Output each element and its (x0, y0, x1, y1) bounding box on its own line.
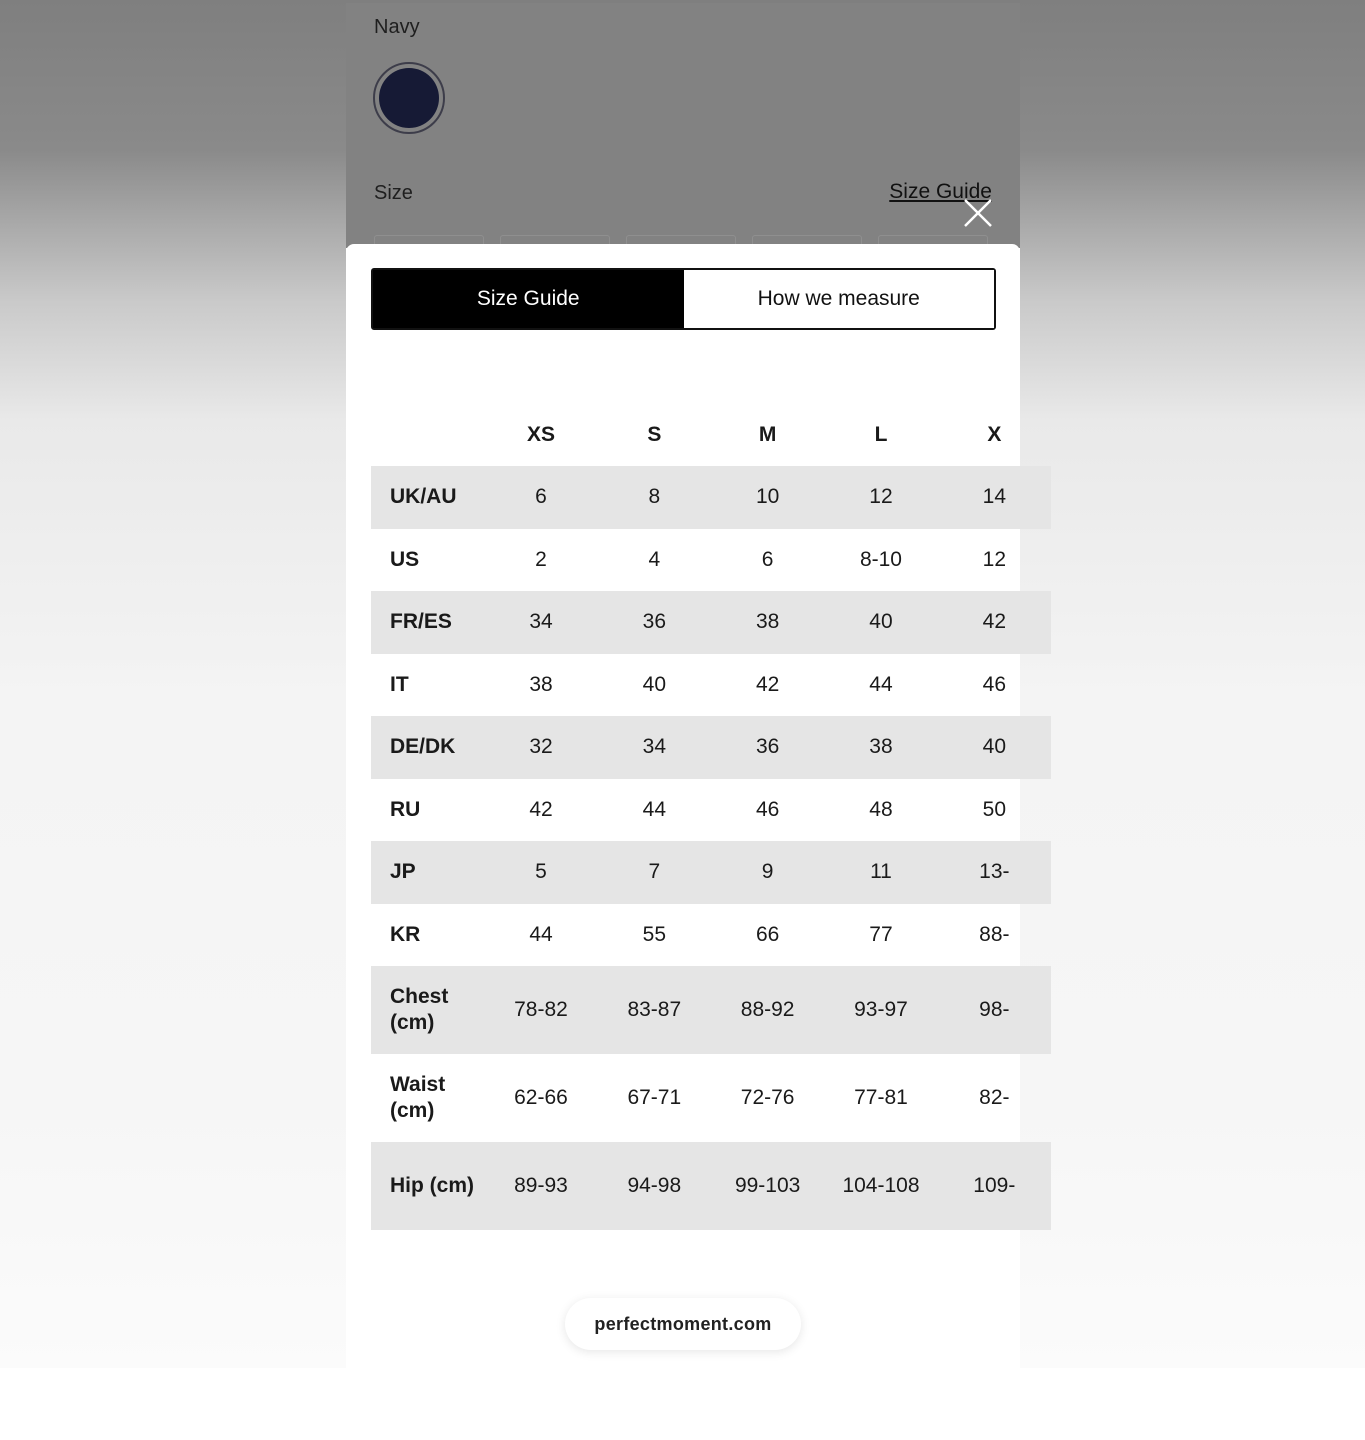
table-cell: 12 (869, 485, 893, 509)
table-row (371, 654, 1051, 717)
table-cell: 82- (979, 1086, 1010, 1109)
size-guide-tabs (371, 268, 996, 330)
table-row (371, 1142, 1051, 1230)
row-label: US (390, 547, 420, 571)
table-cell: 6 (761, 547, 774, 571)
table-cell: 42 (529, 797, 553, 821)
table-row (371, 966, 1051, 1054)
table-cell: 77 (869, 922, 893, 946)
table-cell: 44 (529, 922, 553, 946)
table-cell: 34 (642, 735, 666, 759)
table-cell: 6 (535, 485, 547, 509)
color-swatch-fill (379, 68, 439, 128)
table-cell: 72-76 (740, 1086, 795, 1109)
table-cell: 66 (755, 922, 780, 946)
table-row (371, 779, 1051, 842)
table-cell: 67-71 (627, 1086, 682, 1109)
color-name-label: Navy (374, 16, 420, 38)
row-label: FR/ES (390, 610, 452, 634)
mobile-viewport (346, 3, 1020, 1368)
table-cell: 89-93 (514, 1174, 568, 1197)
table-cell: 50 (982, 797, 1006, 821)
table-row (371, 904, 1051, 967)
table-cell: 44 (642, 797, 666, 821)
close-icon-glyph (961, 196, 995, 230)
table-row (371, 1054, 1051, 1142)
table-header-cell (371, 404, 484, 466)
table-cell: 109- (973, 1174, 1016, 1197)
table-cell: 36 (755, 735, 780, 759)
size-label: Size (374, 182, 413, 204)
table-cell: 13- (979, 860, 1010, 884)
table-cell: 94-98 (627, 1174, 682, 1197)
table-cell: 2 (535, 547, 547, 571)
table-cell: 4 (648, 547, 661, 571)
table-cell: 78-82 (514, 998, 568, 1021)
table-cell: 83-87 (627, 998, 682, 1021)
table-cell: 8-10 (859, 547, 902, 571)
table-cell: 98- (979, 998, 1010, 1021)
table-cell: 46 (982, 672, 1006, 696)
table-cell: 62-66 (514, 1086, 568, 1109)
table-cell: 55 (642, 922, 666, 946)
size-table (371, 404, 1051, 1230)
table-row (371, 716, 1051, 779)
close-icon[interactable] (961, 196, 995, 230)
table-cell: 88- (979, 922, 1010, 946)
table-cell: 11 (870, 860, 892, 884)
table-header-row (371, 404, 1051, 466)
size-guide-modal (346, 244, 1020, 1368)
color-swatch-navy[interactable] (373, 62, 445, 134)
tab-how-we-measure[interactable]: How we measure (684, 270, 995, 328)
table-cell: 32 (529, 735, 553, 759)
row-label: UK/AU (390, 485, 457, 509)
table-cell: 10 (755, 485, 780, 509)
table-cell: 38 (529, 672, 553, 696)
table-cell: 44 (869, 672, 893, 696)
row-label: IT (390, 672, 409, 696)
table-cell: 14 (982, 485, 1006, 509)
table-row (371, 466, 1051, 529)
row-label: JP (390, 860, 416, 884)
table-cell: 8 (648, 485, 661, 509)
table-header-cell: X (987, 423, 1002, 446)
table-cell: 9 (761, 860, 774, 884)
row-label: KR (390, 922, 421, 946)
table-header-cell: L (874, 423, 888, 446)
table-cell: 34 (529, 610, 553, 634)
table-header-cell: M (758, 423, 777, 446)
table-row (371, 591, 1051, 654)
table-cell: 42 (755, 672, 780, 696)
table-cell: 48 (869, 797, 893, 821)
table-cell: 40 (642, 672, 666, 696)
row-label: Hip (cm) (390, 1174, 474, 1197)
table-row (371, 529, 1051, 592)
table-cell: 7 (648, 860, 661, 884)
table-cell: 42 (982, 610, 1006, 634)
size-guide-link[interactable]: Size Guide (889, 180, 992, 203)
row-label: Chest (cm) (390, 985, 449, 1034)
table-cell: 12 (982, 547, 1006, 571)
table-cell: 46 (755, 797, 780, 821)
table-cell: 36 (642, 610, 666, 634)
table-row (371, 841, 1051, 904)
table-cell: 40 (982, 735, 1006, 759)
size-table-scroll[interactable] (371, 404, 1016, 1230)
table-cell: 40 (869, 610, 893, 634)
row-label: RU (390, 797, 421, 821)
table-cell: 38 (755, 610, 780, 634)
row-label: Waist (cm) (390, 1073, 446, 1122)
site-domain-pill: perfectmoment.com (565, 1298, 801, 1350)
table-cell: 104-108 (842, 1174, 920, 1197)
row-label: DE/DK (390, 735, 456, 759)
table-header-cell: XS (526, 423, 555, 446)
table-cell: 99-103 (734, 1174, 801, 1197)
product-options-section (346, 3, 1020, 248)
table-cell: 77-81 (854, 1086, 908, 1109)
table-cell: 38 (869, 735, 893, 759)
table-cell: 93-97 (854, 998, 908, 1021)
table-cell: 5 (535, 860, 547, 884)
table-cell: 88-92 (740, 998, 795, 1021)
table-header-cell: S (647, 423, 662, 446)
tab-size-guide[interactable]: Size Guide (373, 270, 684, 328)
